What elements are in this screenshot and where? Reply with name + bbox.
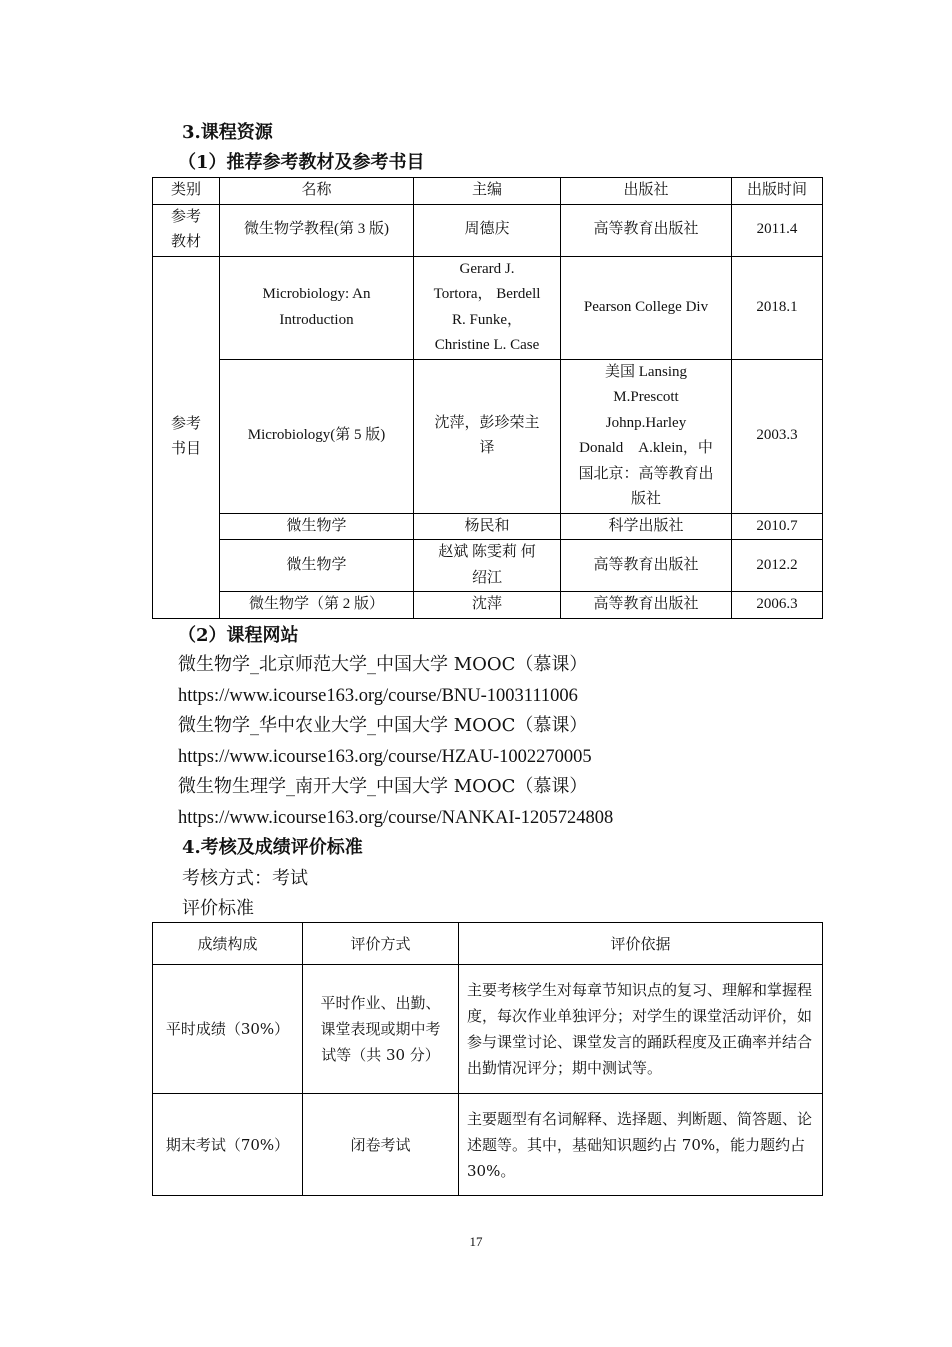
section-heading-assessment: 4.考核及成绩评价标准 <box>182 837 363 858</box>
textbook-publisher: 高等教育出版社 <box>561 204 732 256</box>
refbook-editor: 沈萍 <box>414 592 561 619</box>
refbook-publisher: Pearson College Div <box>561 256 732 359</box>
refbook-publisher: 美国 Lansing M.Prescott Johnp.Harley Donald A.klein，中 国北京：高等教育出 版社 <box>561 359 732 513</box>
page-number: 17 <box>469 1234 483 1249</box>
header-editor: 主编 <box>414 178 561 205</box>
table-row <box>153 204 823 256</box>
refbook-publisher: 高等教育出版社 <box>561 540 732 592</box>
grade-component: 期末考试（70%） <box>153 1094 303 1196</box>
website-link[interactable]: https://www.icourse163.org/course/BNU-1003111006 <box>178 686 578 706</box>
evaluation-basis: 主要考核学生对每章节知识点的复习、理解和掌握程度，每次作业单独评分；对学生的课堂活动评价，如参与课堂讨论、课堂发言的踊跃程度及正确率并结合出勤情况评分；期中测试等。 <box>459 965 823 1094</box>
refbook-date: 2010.7 <box>732 513 823 540</box>
table-row <box>153 256 823 359</box>
evaluation-basis: 主要题型有名词解释、选择题、判断题、简答题、论述题等。其中，基础知识题约占 70%，能力题约占 30%。 <box>459 1094 823 1196</box>
assessment-method: 考核方式：考试 <box>182 868 308 889</box>
website-name: 微生物学_华中农业大学_中国大学 MOOC（慕课） <box>178 715 588 736</box>
header-method: 评价方式 <box>303 923 459 965</box>
table-row <box>153 1094 823 1196</box>
table-header-row <box>153 178 823 205</box>
textbook-editor: 周德庆 <box>414 204 561 256</box>
refbook-publisher: 高等教育出版社 <box>561 592 732 619</box>
table-row <box>153 513 823 540</box>
evaluation-table <box>152 922 823 1196</box>
textbook-title: 微生物学教程(第 3 版) <box>220 204 414 256</box>
subheading-reference-books: （1）推荐参考教材及参考书目 <box>178 152 425 173</box>
textbook-category: 参考 教材 <box>153 204 220 256</box>
refbook-title: 微生物学（第 2 版） <box>220 592 414 619</box>
refbook-title: Microbiology(第 5 版) <box>220 359 414 513</box>
table-row <box>153 540 823 592</box>
website-link[interactable]: https://www.icourse163.org/course/NANKAI-1205724808 <box>178 808 614 828</box>
header-basis: 评价依据 <box>459 923 823 965</box>
table-row <box>153 592 823 619</box>
refbook-editor: Gerard J. Tortora， Berdell R. Funke， Christine L. Case <box>414 256 561 359</box>
section-heading-course-resources: 3.课程资源 <box>182 122 273 143</box>
website-name: 微生物学_北京师范大学_中国大学 MOOC（慕课） <box>178 654 588 675</box>
header-publisher: 出版社 <box>561 178 732 205</box>
header-category: 类别 <box>153 178 220 205</box>
website-name: 微生物生理学_南开大学_中国大学 MOOC（慕课） <box>178 776 588 797</box>
header-date: 出版时间 <box>732 178 823 205</box>
refbook-title: Microbiology: An Introduction <box>220 256 414 359</box>
evaluation-method: 平时作业、出勤、 课堂表现或期中考 试等（共 30 分） <box>303 965 459 1094</box>
refbook-date: 2003.3 <box>732 359 823 513</box>
grade-component: 平时成绩（30%） <box>153 965 303 1094</box>
header-component: 成绩构成 <box>153 923 303 965</box>
header-title: 名称 <box>220 178 414 205</box>
refbook-date: 2018.1 <box>732 256 823 359</box>
evaluation-method: 闭卷考试 <box>303 1094 459 1196</box>
evaluation-criteria-label: 评价标准 <box>182 898 254 919</box>
refbooks-category: 参考 书目 <box>153 256 220 618</box>
table-row <box>153 965 823 1094</box>
textbook-date: 2011.4 <box>732 204 823 256</box>
table-header-row <box>153 923 823 965</box>
refbook-title: 微生物学 <box>220 540 414 592</box>
refbook-editor: 沈萍，彭珍荣主 译 <box>414 359 561 513</box>
refbook-title: 微生物学 <box>220 513 414 540</box>
refbook-date: 2012.2 <box>732 540 823 592</box>
refbook-date: 2006.3 <box>732 592 823 619</box>
refbook-editor: 杨民和 <box>414 513 561 540</box>
table-row <box>153 359 823 513</box>
website-link[interactable]: https://www.icourse163.org/course/HZAU-1002270005 <box>178 747 592 767</box>
refbook-publisher: 科学出版社 <box>561 513 732 540</box>
refbook-editor: 赵斌 陈雯莉 何 绍江 <box>414 540 561 592</box>
reference-books-table <box>152 177 823 619</box>
subheading-course-websites: （2）课程网站 <box>178 625 299 646</box>
